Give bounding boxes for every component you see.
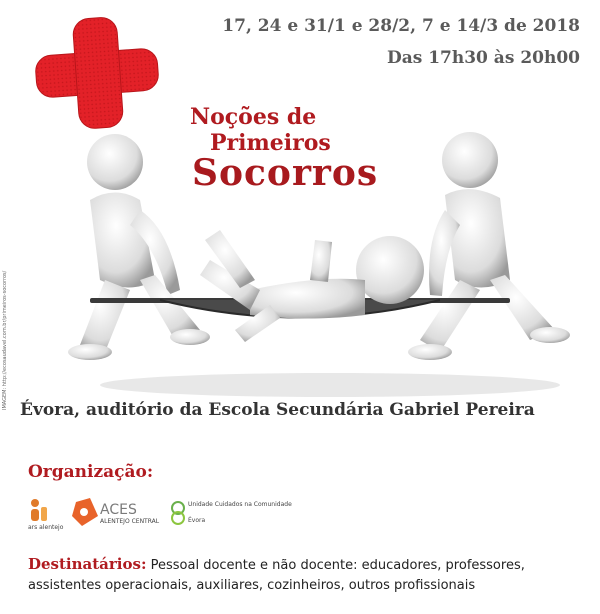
- left-rescuer-figure: [68, 134, 210, 360]
- audience-text: Pessoal docente e não docente: educadores, professores, assistentes operacionais, auxiliares, cozinheiros, outros profissionais: [28, 558, 525, 593]
- title-line-1: Noções de: [190, 104, 317, 130]
- audience-paragraph: [28, 554, 588, 596]
- organization-label: Organização:: [28, 462, 154, 482]
- ucc-evora-logo: [172, 501, 292, 524]
- ucc-logo-text: Unidade Cuidados na Comunidade: [188, 501, 292, 508]
- right-rescuer-figure: [408, 132, 570, 360]
- event-location: Évora, auditório da Escola Secundária Gabriel Pereira: [20, 400, 535, 420]
- ars-logo-text: ars alentejo: [28, 524, 64, 531]
- title-line-3: Socorros: [192, 152, 379, 194]
- aces-logo-subtitle: ALENTEJO CENTRAL: [100, 518, 160, 525]
- course-dates: 17, 24 e 31/1 e 28/2, 7 e 14/3 de 2018: [222, 16, 580, 36]
- ars-alentejo-logo: [28, 499, 64, 531]
- title-line-2: Primeiros: [210, 130, 331, 156]
- ucc-logo-subtitle: Évora: [188, 517, 206, 524]
- patient-figure: [200, 230, 424, 342]
- aces-logo: [72, 498, 160, 526]
- organization-logos: [28, 494, 292, 532]
- red-cross-icon: [28, 14, 166, 132]
- audience-label: Destinatários:: [28, 555, 147, 573]
- aces-logo-text: ACES: [100, 502, 137, 518]
- image-credit: IMAGEM: http://ecosaudavel.com.br/primeiros-socorros/: [2, 270, 8, 410]
- course-hours: Das 17h30 às 20h00: [386, 48, 580, 68]
